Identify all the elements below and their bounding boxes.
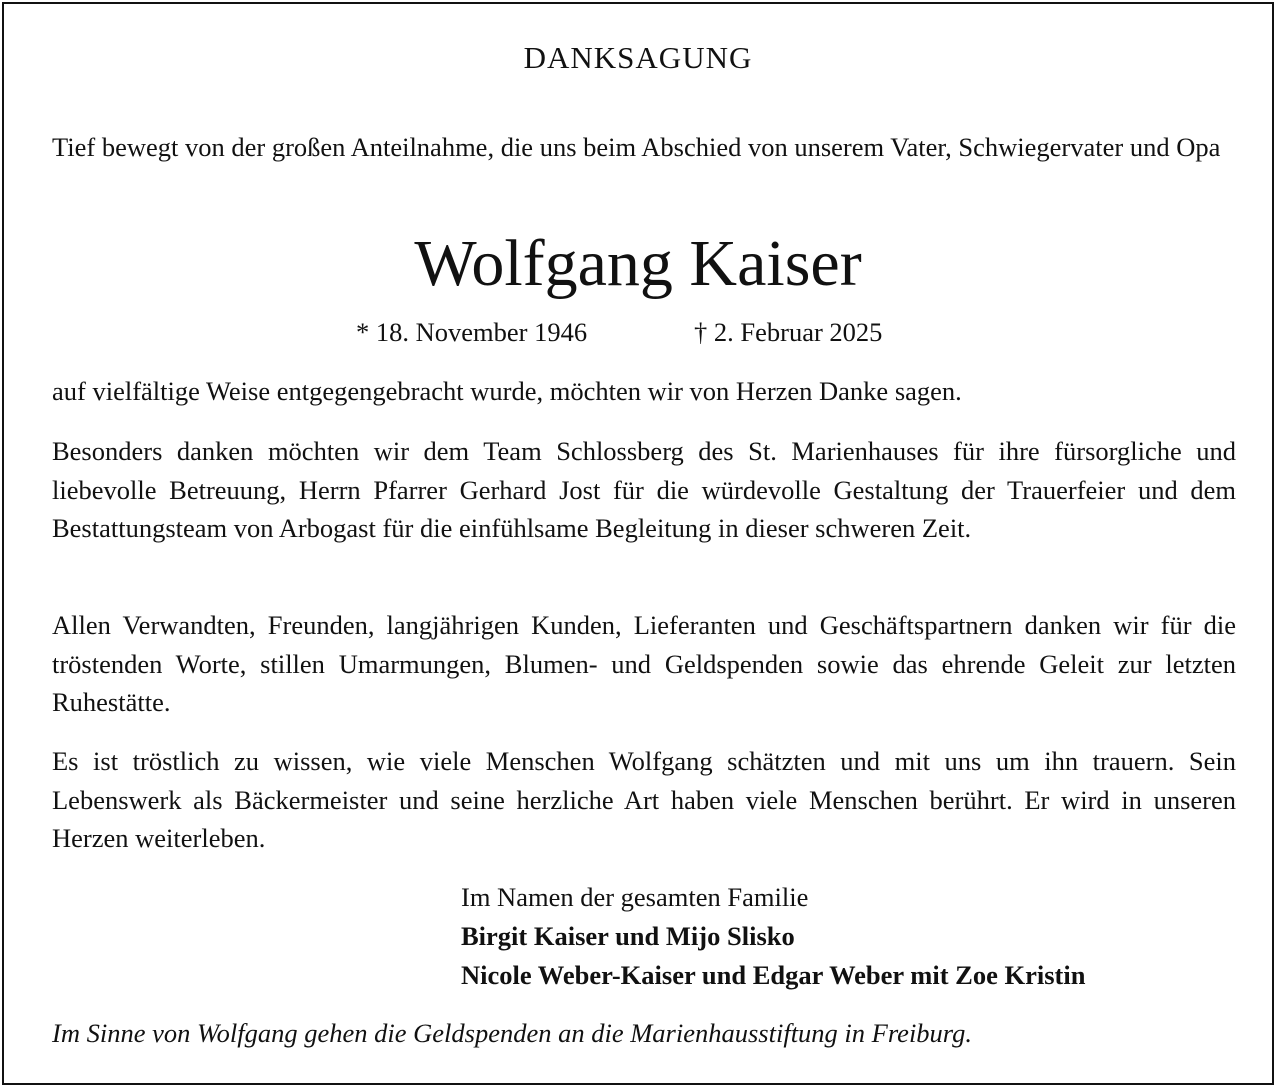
birth-date: * 18. November 1946 <box>356 317 588 347</box>
signature-line-family: Im Namen der gesamten Familie <box>461 882 809 912</box>
intro-text: Tief bewegt von der großen Anteilnahme, die uns beim Abschied von unserem Vater, Schwiegervater und Opa <box>52 132 1221 162</box>
paragraph-comfort: Es ist tröstlich zu wissen, wie viele Menschen Wolfgang schätzten und mit uns um ihn trauern. Sein Lebenswerk als Bäckermeister und seine herzliche Art haben viele Menschen berührt. Er wird in unseren Herzen weiterleben. <box>52 746 1236 853</box>
signature-block <box>461 878 1085 995</box>
paragraph-special-thanks: Besonders danken möchten wir dem Team Schlossberg des St. Marienhauses für ihre fürsorgliche und liebevolle Betreuung, Herrn Pfarrer Gerhard Jost für die würdevolle Gestaltung der Trauerfeier und dem Bestattungsteam von Arbogast für die einfühlsame Begleitung in dieser schweren Zeit. <box>52 436 1236 543</box>
paragraph-thanks: auf vielfältige Weise entgegengebracht wurde, möchten wir von Herzen Danke sagen. <box>52 376 962 406</box>
donation-note: Im Sinne von Wolfgang gehen die Geldspenden an die Marienhausstiftung in Freiburg. <box>52 1018 973 1048</box>
death-date: † 2. Februar 2025 <box>694 317 883 347</box>
heading: DANKSAGUNG <box>523 40 753 75</box>
signature-line-names-1: Birgit Kaiser und Mijo Slisko <box>461 921 795 951</box>
paragraph-relatives: Allen Verwandten, Freunden, langjährigen Kunden, Lieferanten und Geschäftspartnern danken wir für die tröstenden Worte, stillen Umarmungen, Blumen- und Geldspenden sowie das ehrende Geleit zur letzten Ruhestätte. <box>52 610 1236 717</box>
signature-line-names-2: Nicole Weber-Kaiser und Edgar Weber mit Zoe Kristin <box>461 960 1086 990</box>
deceased-name: Wolfgang Kaiser <box>414 227 862 300</box>
obituary-card <box>2 2 1274 1085</box>
